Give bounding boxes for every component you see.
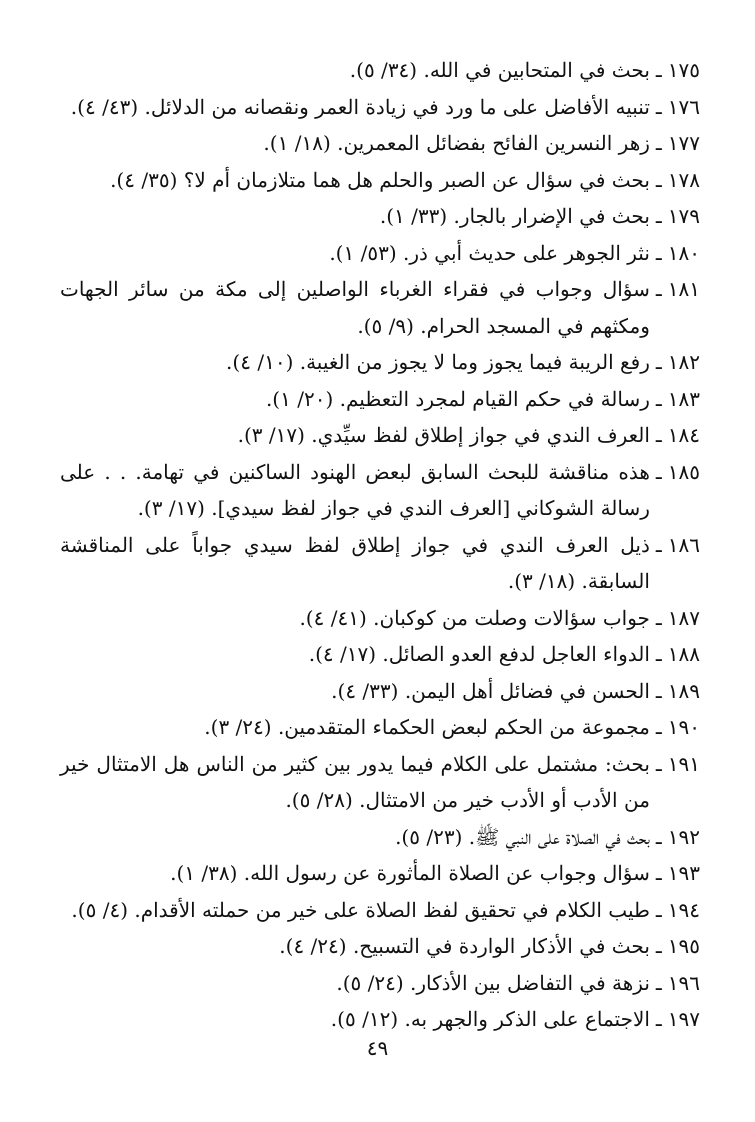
entry-text: سؤال وجواب في فقراء الغرباء الواصلين إلى مكة من سائر الجهات ومكثهم في المسجد الحرام. (٩/ ٥). xyxy=(60,277,650,338)
entry-text: الدواء العاجل لدفع العدو الصائل. (١٧/ ٤). xyxy=(308,642,650,666)
entry-separator: ـ xyxy=(655,240,662,265)
list-item xyxy=(60,52,700,89)
entry-number: ١٨٨ xyxy=(667,642,700,666)
entry-text: جواب سؤالات وصلت من كوكبان. (٤١/ ٤). xyxy=(299,605,650,630)
entry-number: ١٨٩ xyxy=(667,678,700,703)
entry-separator: ـ xyxy=(655,861,662,885)
entry-text: تنبيه الأفاضل على ما ورد في زيادة العمر ونقصانه من الدلائل. (٤٣/ ٤). xyxy=(70,94,650,119)
entry-number: ١٨٥ xyxy=(667,459,700,484)
list-item xyxy=(60,746,700,819)
entry-text: سؤال وجواب عن الصلاة المأثورة عن رسول الله. (٣٨/ ١). xyxy=(170,861,650,885)
entry-text: الاجتماع على الذكر والجهر به. (١٢/ ٥). xyxy=(330,1007,650,1031)
entry-number: ١٧٥ xyxy=(667,58,700,82)
list-item xyxy=(60,892,700,929)
entry-separator: ـ xyxy=(655,386,662,411)
entry-text: رسالة في حكم القيام لمجرد التعظيم. (٢٠/ ١). xyxy=(265,386,650,411)
entry-text: نزهة في التفاضل بين الأذكار. (٢٤/ ٥). xyxy=(336,970,650,995)
entry-text: بحث في الصلاة على النبي ﷺ. (٢٣/ ٥). xyxy=(395,824,650,849)
list-item xyxy=(60,673,700,710)
entry-text: مجموعة من الحكم لبعض الحكماء المتقدمين. (٢٤/ ٣). xyxy=(204,715,650,739)
entry-text: بحث في سؤال عن الصبر والحلم هل هما متلازمان أم لا؟ (٣٥/ ٤). xyxy=(110,167,650,192)
entry-number: ١٩٢ xyxy=(667,824,700,849)
entry-number: ١٨٣ xyxy=(667,386,700,411)
entry-number: ١٩٠ xyxy=(667,715,700,739)
list-item xyxy=(60,819,700,856)
entry-text: طيب الكلام في تحقيق لفظ الصلاة على خير من حملته الأقدام. (٤/ ٥). xyxy=(71,897,650,922)
list-item xyxy=(60,271,700,344)
entry-separator: ـ xyxy=(655,751,662,776)
entry-number: ١٩٣ xyxy=(667,861,700,885)
entry-number: ١٧٧ xyxy=(667,131,700,155)
list-item xyxy=(60,600,700,637)
entry-text: العرف الندي في جواز إطلاق لفظ سيِّدي. (١٧/ ٣). xyxy=(237,423,650,447)
list-item xyxy=(60,454,700,527)
entry-number: ١٨٠ xyxy=(667,240,700,265)
entry-separator: ـ xyxy=(655,642,662,666)
entry-number: ١٨٧ xyxy=(667,605,700,630)
entry-separator: ـ xyxy=(655,94,662,119)
entry-text: الحسن في فضائل أهل اليمن. (٣٣/ ٤). xyxy=(331,678,650,703)
list-item xyxy=(60,235,700,272)
entry-number: ١٩٦ xyxy=(667,970,700,995)
entry-separator: ـ xyxy=(655,715,662,739)
list-item xyxy=(60,527,700,600)
entry-text: بحث: مشتمل على الكلام فيما يدور بين كثير من الناس هل الامتثال خير من الأدب أو الأدب خير من الامتثال. (٢٨/ ٥). xyxy=(60,751,650,812)
entry-separator: ـ xyxy=(655,824,662,849)
entry-separator: ـ xyxy=(655,605,662,630)
entry-list xyxy=(60,52,700,1038)
entry-text: بحث في المتحابين في الله. (٣٤/ ٥). xyxy=(349,58,650,82)
entry-number: ١٧٩ xyxy=(667,204,700,228)
entry-separator: ـ xyxy=(655,678,662,703)
entry-text: زهر النسرين الفائح بفضائل المعمرين. (١٨/ ١). xyxy=(263,131,650,155)
entry-number: ١٨١ xyxy=(667,277,700,301)
entry-number: ١٨٦ xyxy=(667,532,700,557)
entry-separator: ـ xyxy=(655,277,662,301)
entry-number: ١٩١ xyxy=(667,751,700,776)
entry-separator: ـ xyxy=(655,131,662,155)
entry-separator: ـ xyxy=(655,423,662,447)
entry-text: ذيل العرف الندي في جواز إطلاق لفظ سيدي جواباً على المناقشة السابقة. (١٨/ ٣). xyxy=(60,532,650,593)
page-number: ٤٩ xyxy=(366,1036,389,1060)
entry-number: ١٩٥ xyxy=(667,934,700,958)
entry-separator: ـ xyxy=(655,1007,662,1031)
entry-separator: ـ xyxy=(655,58,662,82)
list-item xyxy=(60,709,700,746)
list-item xyxy=(60,89,700,126)
entry-separator: ـ xyxy=(655,204,662,228)
entry-text: نثر الجوهر على حديث أبي ذر. (٥٣/ ١). xyxy=(329,240,650,265)
entry-number: ١٩٧ xyxy=(667,1007,700,1031)
entry-text: بحث في الأذكار الواردة في التسبيح. (٢٤/ ٤). xyxy=(279,934,650,958)
entry-separator: ـ xyxy=(655,934,662,958)
list-item xyxy=(60,198,700,235)
list-item xyxy=(60,636,700,673)
entry-text: هذه مناقشة للبحث السابق لبعض الهنود الساكنين في تهامة. . . على رسالة الشوكاني [العرف الندي في جواز لفظ سيدي]. (١٧/ ٣). xyxy=(60,459,650,520)
entry-separator: ـ xyxy=(655,532,662,557)
list-item xyxy=(60,855,700,892)
entry-separator: ـ xyxy=(655,897,662,922)
entry-text: بحث في الإضرار بالجار. (٣٣/ ١). xyxy=(379,204,650,228)
entry-separator: ـ xyxy=(655,459,662,484)
entry-number: ١٧٨ xyxy=(667,167,700,192)
list-item xyxy=(60,965,700,1002)
entry-number: ١٨٤ xyxy=(667,423,700,447)
entry-separator: ـ xyxy=(655,970,662,995)
list-item xyxy=(60,125,700,162)
entry-text: رفع الريبة فيما يجوز وما لا يجوز من الغيبة. (١٠/ ٤). xyxy=(226,350,650,374)
entry-number: ١٨٢ xyxy=(667,350,700,374)
entry-separator: ـ xyxy=(655,167,662,192)
entry-separator: ـ xyxy=(655,350,662,374)
list-item xyxy=(60,1001,700,1038)
list-item xyxy=(60,417,700,454)
entry-number: ١٧٦ xyxy=(667,94,700,119)
entry-number: ١٩٤ xyxy=(667,897,700,922)
list-item xyxy=(60,381,700,418)
list-item xyxy=(60,928,700,965)
list-item xyxy=(60,162,700,199)
list-item xyxy=(60,344,700,381)
